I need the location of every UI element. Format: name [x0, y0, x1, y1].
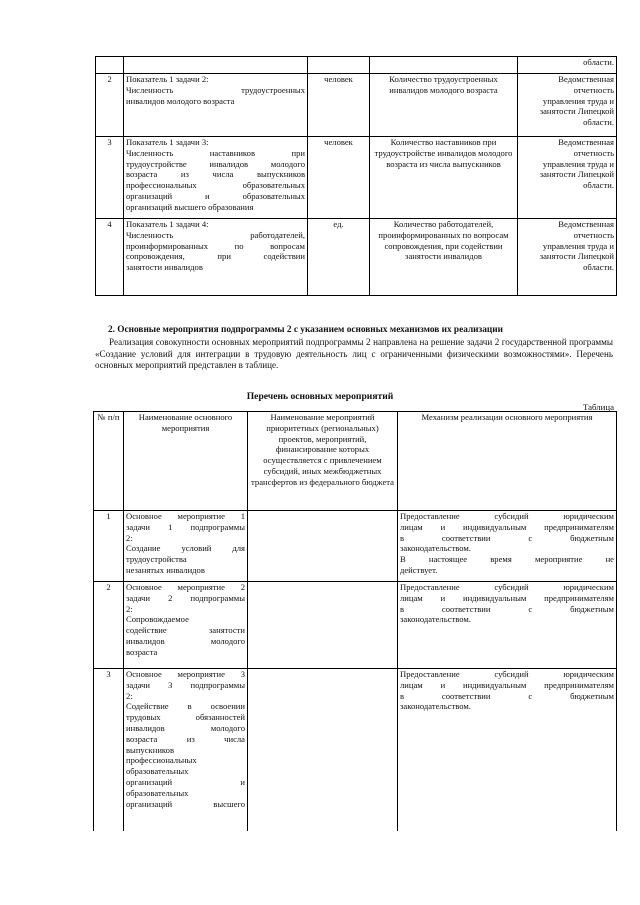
text-line: содействие занятости [126, 625, 245, 636]
header-name: Наименование основного мероприятия [124, 412, 248, 511]
table-row [96, 74, 617, 137]
cell-indicator [124, 219, 308, 296]
text-line: инвалидов молодого возраста [126, 95, 235, 106]
cell-unit [308, 57, 370, 74]
text-line: занятости Липецкой [539, 106, 614, 117]
cell-num [96, 57, 124, 74]
text-line: в соответствии с бюджетным [400, 532, 614, 543]
text-line: организаций высшего образования [126, 201, 254, 212]
cell-unit: человек [308, 137, 370, 219]
text-line: законодательством. [400, 543, 471, 554]
cell-definition: Количество трудоустроенных инвалидов молодого возраста [370, 74, 518, 137]
cell-unit: человек [308, 74, 370, 137]
text-line: задачи 1 подпрограммы [126, 521, 245, 532]
text-line: Ведомственная [558, 74, 614, 84]
text-line: Ведомственная [558, 219, 614, 229]
activities-table [93, 411, 617, 831]
text-line: Численность работодателей, [126, 229, 305, 240]
text-line: задачи 2 подпрограммы [126, 592, 245, 603]
text-line: трудовых обязанностей [126, 712, 245, 723]
text-line: отчетность [573, 84, 614, 95]
text-line: трудоустройстве инвалидов молодого [126, 158, 305, 169]
header-num: № п/п [94, 412, 124, 511]
text-line: 2: [126, 603, 133, 614]
text-line: управления труда и [542, 240, 614, 251]
text-line: Основное мероприятие 2 [126, 582, 245, 592]
text-line: организаций высшего [126, 798, 245, 809]
cell-priority [248, 511, 398, 582]
text-line: Предоставление субсидий юридическим [400, 511, 614, 521]
cell-unit: ед. [308, 219, 370, 296]
text-line: Показатель 1 задачи 2: [126, 74, 209, 84]
text-line: организаций и [126, 776, 245, 787]
cell-num: 1 [94, 511, 124, 582]
text-line: возраста [126, 646, 158, 657]
text-line: лицам и индивидуальным предпринимателям [400, 592, 614, 603]
text-line: Показатель 1 задачи 3: [126, 137, 209, 147]
text-line: занятости Липецкой [539, 169, 614, 180]
cell-name [124, 582, 248, 669]
text-line: незанятых инвалидов [126, 564, 205, 575]
cell-indicator [124, 74, 308, 137]
cell-definition [370, 57, 518, 74]
text-line: Сопровождаемое [126, 614, 189, 625]
text-line: Предоставление субсидий юридическим [400, 669, 614, 679]
text-line: инвалидов молодого [126, 635, 245, 646]
table-row [94, 511, 617, 582]
text-line: занятости Липецкой [539, 251, 614, 262]
indicators-table [95, 56, 617, 296]
text-line: области. [583, 262, 614, 273]
text-line: возраста из числа выпускников [126, 169, 305, 180]
text-line: занятости инвалидов [126, 262, 203, 273]
cell-priority [248, 669, 398, 832]
text-line: в соответствии с бюджетным [400, 690, 614, 701]
cell-source [518, 74, 617, 137]
section-heading: 2. Основные мероприятия подпрограммы 2 с указанием основных механизмов их реализации [108, 325, 503, 335]
cell-num: 2 [96, 74, 124, 137]
text-line: Основное мероприятие 3 [126, 669, 245, 679]
text-line: возраста из числа [126, 733, 245, 744]
cell-mechanism [398, 669, 617, 832]
cell-indicator [124, 137, 308, 219]
text-line: проинформированных по вопросам [126, 240, 305, 251]
header-priority: Наименование мероприятий приоритетных (региональных) проектов, мероприятий, финансирование которых осуществляется с привлечением субсидий, иных межбюджетных трансфертов из федерального бюджета [248, 412, 398, 511]
text-line: отчетность [573, 229, 614, 240]
cell-name [124, 511, 248, 582]
cell-mechanism [398, 511, 617, 582]
table-row [94, 582, 617, 669]
text-line: законодательством. [400, 614, 471, 625]
cell-indicator [124, 57, 308, 74]
cell-num: 2 [94, 582, 124, 669]
text-line: области. [583, 180, 614, 191]
text-line: Показатель 1 задачи 4: [126, 219, 209, 229]
text-line: образовательных [126, 766, 189, 777]
text-line: лицам и индивидуальным предпринимателям [400, 679, 614, 690]
cell-mechanism [398, 582, 617, 669]
text-line: в соответствии с бюджетным [400, 603, 614, 614]
text-line: выпускников [126, 744, 175, 755]
text-line: Основное мероприятие 1 [126, 511, 245, 521]
table-row [94, 669, 617, 832]
text-line: Создание условий для [126, 543, 245, 554]
cell-definition: Количество наставников при трудоустройстве инвалидов молодого возраста из числа выпускников [370, 137, 518, 219]
table-row [96, 57, 617, 74]
text-line: 2: [126, 532, 133, 543]
section-paragraph: Реализация совокупности основных мероприятий подпрограммы 2 направлена на решение задачи 2 государственной программы «Создание условий для интеграции в трудовую деятельность лиц с ограниченными физическими возможностями». Перечень основных мероприятий представлен в таблице. [95, 337, 613, 370]
text-line: законодательством. [400, 701, 471, 712]
text-line: 2: [126, 690, 133, 701]
text-line: отчетность [573, 147, 614, 158]
list-title: Перечень основных мероприятий [246, 391, 394, 402]
text-line: управления труда и [542, 95, 614, 106]
text-line: профессиональных образовательных [126, 180, 305, 191]
text-line: задачи 3 подпрограммы [126, 679, 245, 690]
table-label: Таблица [582, 402, 614, 412]
cell-source [518, 219, 617, 296]
text-line: Ведомственная [558, 137, 614, 147]
text-line: Численность наставников при [126, 147, 305, 158]
cell-name [124, 669, 248, 832]
header-mechanism: Механизм реализации основного мероприятия [398, 412, 617, 511]
text-line: действует. [400, 564, 438, 575]
cell-priority [248, 582, 398, 669]
text-line: инвалидов молодого [126, 722, 245, 733]
text-line: сопровождения, при содействии [126, 251, 305, 262]
table-header-row [94, 412, 617, 511]
table-row [96, 219, 617, 296]
text-line: профессиональных [126, 755, 197, 766]
text-line: управления труда и [542, 158, 614, 169]
text-line: организаций и образовательных [126, 190, 305, 201]
cell-definition: Количество работодателей, проинформированных по вопросам сопровождения, при содействии занятости инвалидов [370, 219, 518, 296]
table-row [96, 137, 617, 219]
text-line: В настоящее время мероприятие не [400, 554, 614, 565]
cell-num: 3 [96, 137, 124, 219]
cell-source: области. [518, 57, 617, 74]
cell-num: 4 [96, 219, 124, 296]
text-line: Численность трудоустроенных [126, 84, 305, 95]
cell-source [518, 137, 617, 219]
text-line: Содействие в освоении [126, 701, 245, 712]
text-line: лицам и индивидуальным предпринимателям [400, 521, 614, 532]
cell-num: 3 [94, 669, 124, 832]
text-line: образовательных [126, 787, 189, 798]
text-line: Предоставление субсидий юридическим [400, 582, 614, 592]
text-line: трудоустройства [126, 554, 187, 565]
text-line: области. [583, 117, 614, 128]
